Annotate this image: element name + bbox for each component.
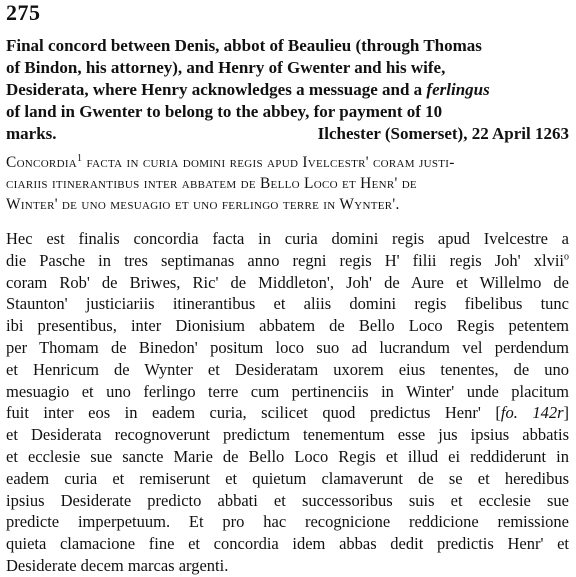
heading-line: ciariis itinerantibus inter abbatem de Bello Loco et Henr' de — [6, 175, 417, 192]
text-line: ibi presentibus, inter Dionisium abbatem de Bello Loco Regis petentem — [6, 316, 569, 336]
superscript: o — [564, 251, 569, 263]
latin-heading — [6, 152, 569, 215]
text-line: ipsius Desiderate predicto abbati et successoribus suis et ecclesie sue — [6, 490, 569, 510]
text-line: coram Rob' de Briwes, Ric' de Middleton', Joh' de Aure et Willelmo de — [6, 272, 569, 292]
entry-number: 275 — [6, 0, 41, 25]
summary-text: marks. — [6, 124, 57, 143]
text-line: Hec est finalis concordia facta in curia domini regis apud Ivelcestre a — [6, 229, 569, 248]
text-span: die Pasche in tres septimanas anno regni regis H' filii regis Joh' xlvii — [6, 250, 564, 270]
text-span: ] — [563, 403, 569, 423]
text-line: eadem curia et remiserunt et quietum clamaverunt de se et heredibus — [6, 468, 569, 488]
text-line: et Henricum de Wynter et Desideratam uxorem eius tenentes, de uno — [6, 359, 569, 379]
heading-text: facta in curia domini regis apud Ivelcestr' coram justi- — [82, 154, 455, 171]
folio-reference: fo. 142r — [500, 403, 564, 423]
text-line: per Thomam de Binedon' positum loco suo ad lucrandum vel perdendum — [6, 337, 569, 357]
heading-line — [6, 152, 569, 173]
summary-line: Final concord between Denis, abbot of Beaulieu (through Thomas — [6, 36, 482, 55]
summary-line — [6, 123, 569, 145]
summary-italic-term: ferlingus — [426, 80, 490, 99]
text-line: Staunton' justiciariis itinerantibus et aliis domini regis fibelibus tunc — [6, 294, 569, 314]
place-and-date: Ilchester (Somerset), 22 April 1263 — [317, 124, 569, 143]
heading-text: Concordia — [6, 154, 78, 171]
text-span: fuit inter eos in eadem curia, scilicet quod predictus Henr' [ — [6, 403, 501, 423]
charter-text — [6, 228, 569, 577]
footnote-marker: 1 — [77, 152, 83, 164]
summary-text: Desiderata, where Henry acknowledges a messuage and a — [6, 80, 427, 99]
heading-line: Winter' de uno mesuagio et uno ferlingo terre in Wynter'. — [6, 196, 400, 213]
entry-summary — [6, 35, 569, 145]
text-line: et ecclesie sue sancte Marie de Bello Loco Regis et illud ei reddiderunt in — [6, 446, 569, 466]
summary-line: of Bindon, his attorney), and Henry of Gwenter and his wife, — [6, 58, 446, 77]
text-line: quieta clamacione fine et concordia idem abbas dedit predictis Henr' et — [6, 534, 569, 554]
text-line: Desiderate decem marcas argenti. — [6, 555, 229, 575]
text-line: mesuagio et uno ferlingo terre cum pertinenciis in Winter' unde placitum — [6, 381, 569, 401]
text-line — [6, 402, 569, 424]
text-line: et Desiderata recognoverunt predictum tenementum esse jus ipsius abbatis — [6, 425, 569, 445]
text-line: predicte imperpetuum. Et pro hac recognicione reddicione remissione — [6, 512, 569, 532]
summary-line: of land in Gwenter to belong to the abbey, for payment of 10 — [6, 102, 443, 121]
text-line — [6, 250, 569, 272]
summary-line — [6, 79, 569, 101]
